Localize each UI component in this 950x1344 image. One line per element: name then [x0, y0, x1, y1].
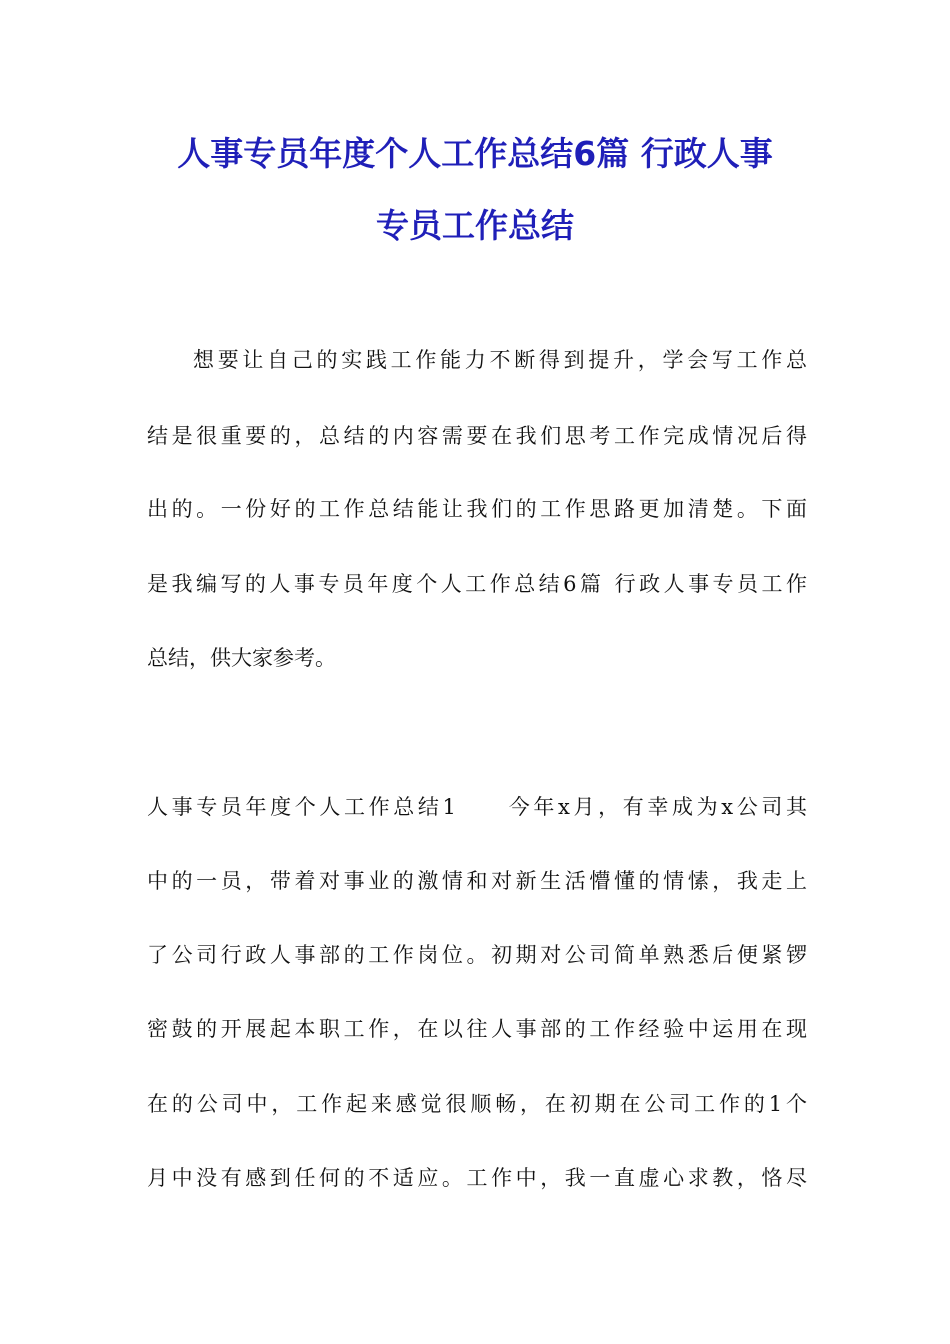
- document-title-line-1: 人事专员年度个人工作总结6篇 行政人事: [177, 134, 773, 173]
- section-paragraph-line: 在的公司中，工作起来感觉很顺畅，在初期在公司工作的1个: [147, 1092, 807, 1116]
- intro-paragraph-line: 想要让自己的实践工作能力不断得到提升，学会写工作总: [193, 348, 807, 372]
- section-paragraph-line: 月中没有感到任何的不适应。工作中，我一直虚心求教，恪尽: [147, 1166, 807, 1190]
- intro-paragraph-line: 是我编写的人事专员年度个人工作总结6篇 行政人事专员工作: [147, 572, 807, 596]
- intro-paragraph-line: 出的。一份好的工作总结能让我们的工作思路更加清楚。下面: [147, 497, 807, 521]
- document-title-line-2: 专员工作总结: [376, 206, 574, 245]
- section-paragraph-line: 了公司行政人事部的工作岗位。初期对公司简单熟悉后便紧锣: [147, 943, 807, 967]
- intro-paragraph-line: 结是很重要的，总结的内容需要在我们思考工作完成情况后得: [147, 424, 807, 448]
- section-paragraph-line: 人事专员年度个人工作总结1 今年x月，有幸成为x公司其: [147, 795, 807, 819]
- section-paragraph-line: 中的一员，带着对事业的激情和对新生活懵懂的情愫，我走上: [147, 869, 807, 893]
- intro-paragraph-line: 总结，供大家参考。: [147, 646, 336, 670]
- section-paragraph-line: 密鼓的开展起本职工作，在以往人事部的工作经验中运用在现: [147, 1017, 807, 1041]
